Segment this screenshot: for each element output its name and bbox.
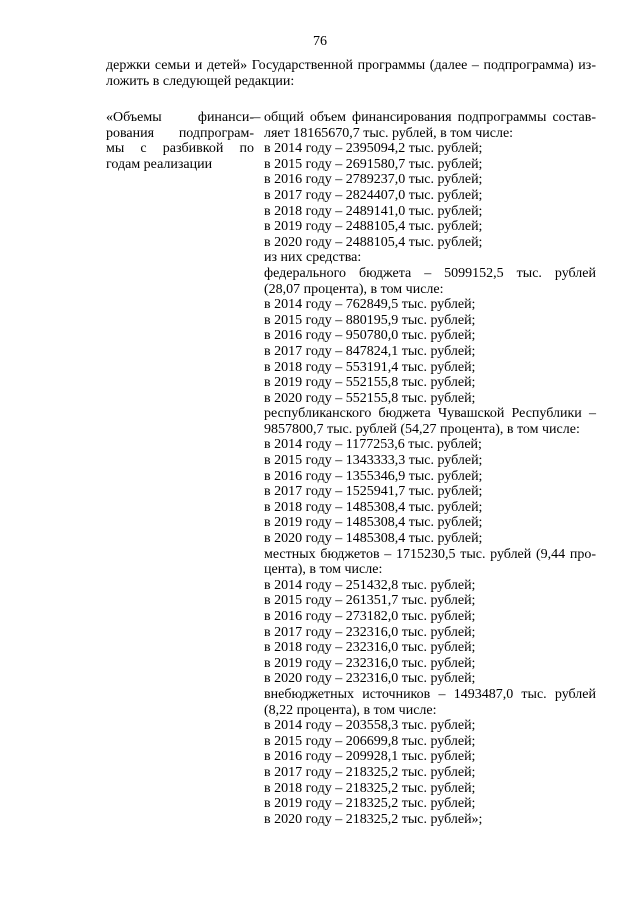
year-amount-line: в 2019 году – 552155,8 тыс. рублей;: [264, 375, 476, 391]
local-budget-line: цента), в том числе:: [264, 562, 383, 578]
separator-dash: –: [253, 110, 261, 125]
year-amount-line: в 2017 году – 218325,2 тыс. рублей;: [264, 764, 476, 780]
year-amount-line: в 2016 году – 2789237,0 тыс. рублей;: [264, 172, 483, 188]
page-number: 76: [313, 34, 327, 49]
year-amount-line: в 2020 году – 552155,8 тыс. рублей;: [264, 390, 476, 406]
year-amount-line: в 2014 году – 251432,8 тыс. рублей;: [264, 577, 476, 593]
year-amount-line: в 2015 году – 880195,9 тыс. рублей;: [264, 312, 476, 328]
total-financing-block: [264, 110, 596, 250]
federal-budget-line: федерального бюджета – 5099152,5 тыс. рублей: [264, 265, 596, 281]
year-amount-line: в 2017 году – 1525941,7 тыс. рублей;: [264, 484, 483, 500]
year-amount-line: в 2014 году – 1177253,6 тыс. рублей;: [264, 437, 482, 453]
year-amount-line: в 2017 году – 847824,1 тыс. рублей;: [264, 343, 476, 359]
year-amount-line: в 2016 году – 209928,1 тыс. рублей;: [264, 749, 476, 765]
section-label-line: мы с разбивкой по: [106, 141, 254, 157]
section-label-line: «Объемы финанси-: [106, 110, 254, 125]
federal-budget-line: (28,07 процента), в том числе:: [264, 281, 444, 297]
section-label-line: годам реализации: [106, 156, 213, 172]
year-amount-line: в 2017 году – 2824407,0 тыс. рублей;: [264, 187, 483, 203]
year-amount-line: в 2020 году – 232316,0 тыс. рублей;: [264, 671, 476, 687]
financing-details: [264, 110, 596, 827]
year-amount-line: в 2019 году – 218325,2 тыс. рублей;: [264, 796, 476, 812]
year-amount-line: в 2016 году – 950780,0 тыс. рублей;: [264, 328, 476, 344]
year-amount-line: в 2016 году – 1355346,9 тыс. рублей;: [264, 468, 483, 484]
year-amount-line: в 2015 году – 1343333,3 тыс. рублей;: [264, 453, 483, 469]
year-amount-line: в 2014 году – 203558,3 тыс. рублей;: [264, 718, 476, 734]
extrabudgetary-block: [264, 687, 596, 827]
year-amount-line: в 2017 году – 232316,0 тыс. рублей;: [264, 624, 476, 640]
federal-budget-block: [264, 266, 596, 406]
republic-budget-line: республиканского бюджета Чувашской Республики –: [264, 406, 596, 422]
year-amount-line: в 2020 году – 218325,2 тыс. рублей»;: [264, 811, 483, 827]
year-amount-line: в 2015 году – 261351,7 тыс. рублей;: [264, 593, 476, 609]
year-amount-line: в 2020 году – 2488105,4 тыс. рублей;: [264, 234, 483, 250]
section-label-line: рования подпрограм-: [106, 125, 254, 141]
republic-budget-line: 9857800,7 тыс. рублей (54,27 процента), в том числе:: [264, 421, 580, 437]
year-amount-line: в 2019 году – 232316,0 тыс. рублей;: [264, 655, 476, 671]
year-amount-line: в 2015 году – 2691580,7 тыс. рублей;: [264, 156, 483, 172]
of-which-line: из них средства:: [264, 250, 362, 266]
year-amount-line: в 2018 году – 553191,4 тыс. рублей;: [264, 359, 476, 375]
year-amount-line: в 2018 году – 2489141,0 тыс. рублей;: [264, 203, 483, 219]
year-amount-line: в 2020 году – 1485308,4 тыс. рублей;: [264, 531, 483, 547]
total-financing-line: общий объем финансирования подпрограммы состав-: [264, 110, 596, 125]
local-budget-line: местных бюджетов – 1715230,5 тыс. рублей (9,44 про-: [264, 546, 596, 562]
year-amount-line: в 2019 году – 1485308,4 тыс. рублей;: [264, 515, 483, 531]
intro-paragraph: [106, 58, 596, 90]
extrabudgetary-line: (8,22 процента), в том числе:: [264, 702, 437, 718]
year-amount-line: в 2015 году – 206699,8 тыс. рублей;: [264, 733, 476, 749]
extrabudgetary-line: внебюджетных источников – 1493487,0 тыс. рублей: [264, 686, 596, 702]
intro-line: ложить в следующей редакции:: [106, 74, 295, 89]
section-label: [106, 110, 254, 172]
local-budget-block: [264, 547, 596, 687]
year-amount-line: в 2018 году – 232316,0 тыс. рублей;: [264, 640, 476, 656]
intro-line: держки семьи и детей» Государственной программы (далее – подпрограмма) из-: [106, 58, 596, 73]
total-financing-line: ляет 18165670,7 тыс. рублей, в том числе:: [264, 125, 514, 141]
year-amount-line: в 2014 году – 2395094,2 тыс. рублей;: [264, 141, 483, 157]
year-amount-line: в 2019 году – 2488105,4 тыс. рублей;: [264, 219, 483, 235]
year-amount-line: в 2018 году – 1485308,4 тыс. рублей;: [264, 499, 483, 515]
year-amount-line: в 2016 году – 273182,0 тыс. рублей;: [264, 609, 476, 624]
republic-budget-block: [264, 406, 596, 546]
year-amount-line: в 2018 году – 218325,2 тыс. рублей;: [264, 780, 476, 796]
year-amount-line: в 2014 году – 762849,5 тыс. рублей;: [264, 297, 476, 313]
